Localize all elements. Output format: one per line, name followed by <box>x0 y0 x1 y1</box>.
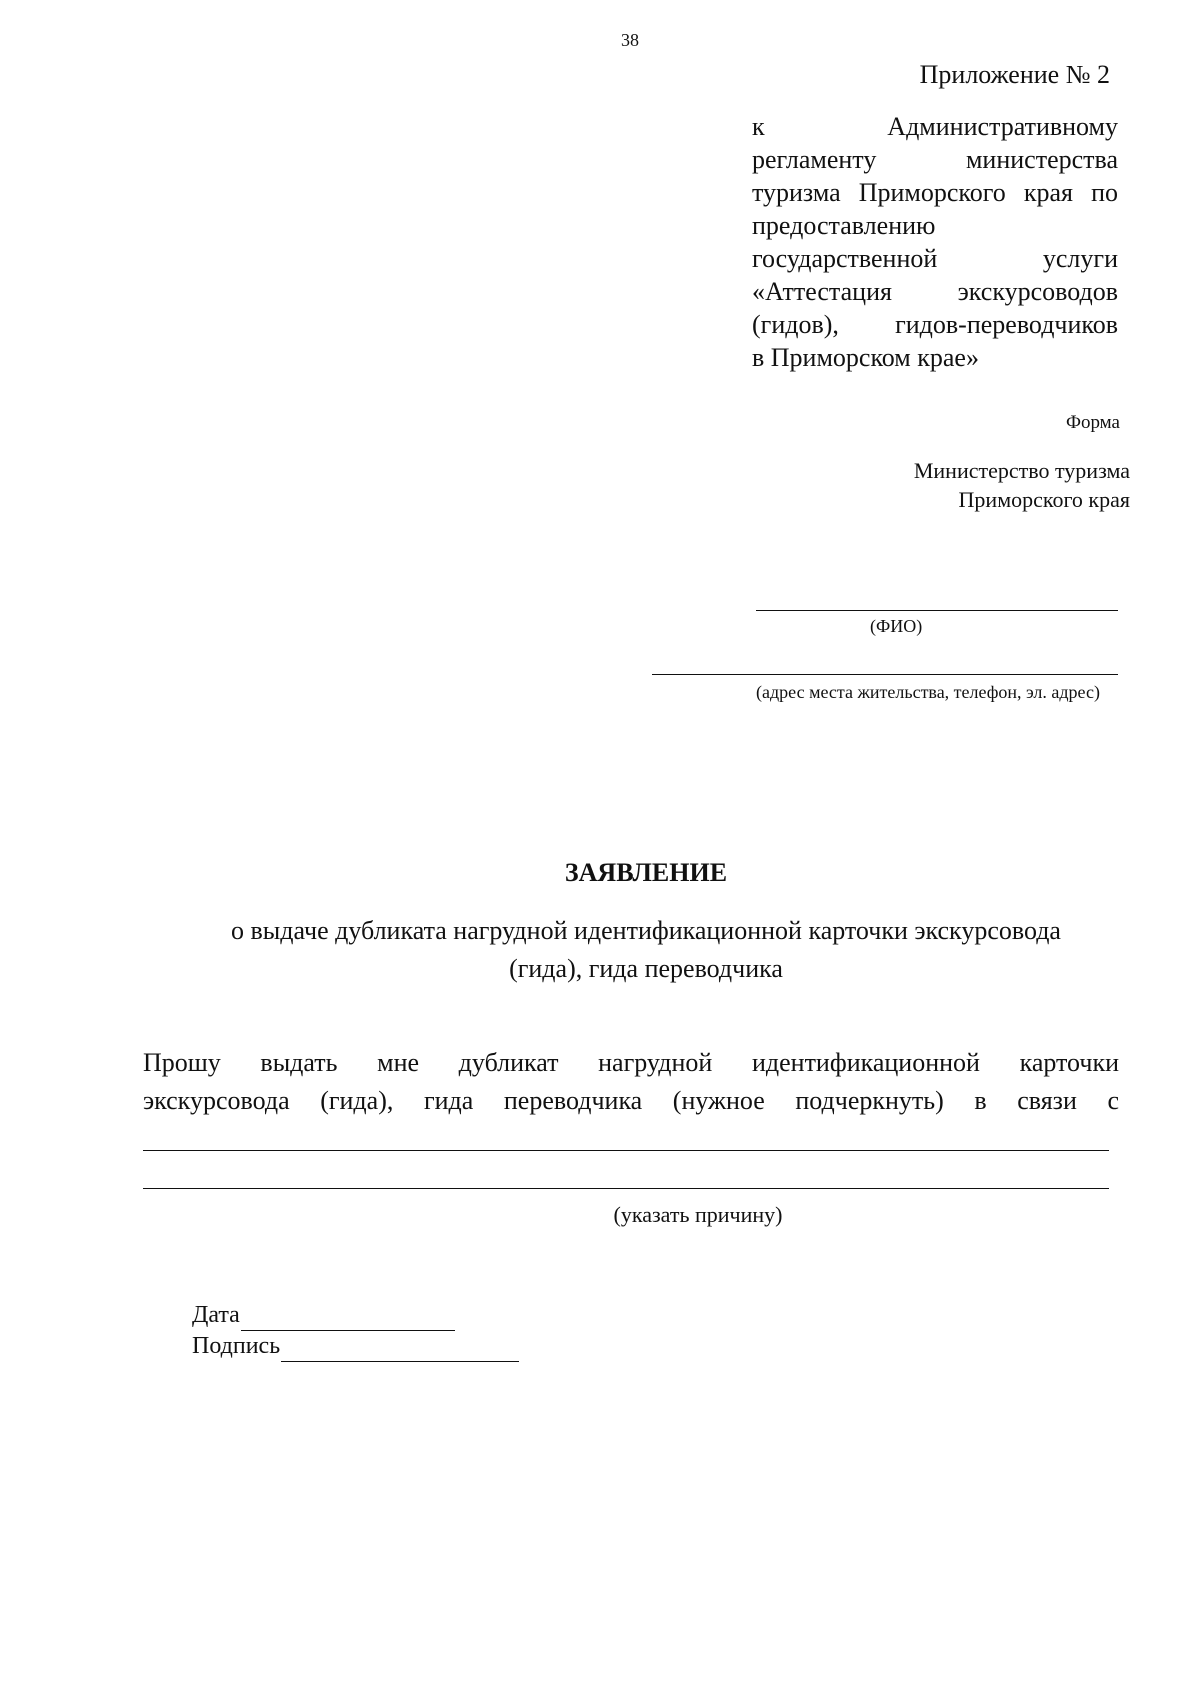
regulation-line: «Аттестация экскурсоводов <box>752 277 1118 306</box>
subtitle-line: (гида), гида переводчика <box>509 954 783 983</box>
document-subtitle <box>180 912 1112 988</box>
date-label: Дата <box>192 1302 240 1328</box>
regulation-line: в Приморском крае» <box>752 343 979 372</box>
regulation-line: к Административному <box>752 112 1118 141</box>
subtitle-line: о выдаче дубликата нагрудной идентификационной карточки экскурсовода <box>231 916 1061 945</box>
document-title: ЗАЯВЛЕНИЕ <box>564 858 728 887</box>
fio-field-line[interactable] <box>756 610 1118 611</box>
regulation-line: (гидов), гидов-переводчиков <box>752 310 1118 339</box>
reason-field-line[interactable] <box>143 1150 1109 1151</box>
request-line: экскурсовода (гида), гида переводчика (нужное подчеркнуть) в связи с <box>143 1086 1119 1115</box>
date-field-line[interactable] <box>241 1308 455 1331</box>
regulation-reference <box>752 110 1118 374</box>
recipient-line: Министерство туризма <box>913 458 1130 483</box>
address-label: (адрес места жительства, телефон, эл. адрес) <box>756 682 1100 702</box>
date-row <box>192 1300 519 1331</box>
regulation-line: регламенту министерства <box>752 145 1118 174</box>
appendix-title: Приложение № 2 <box>919 60 1110 89</box>
recipient-line: Приморского края <box>958 487 1130 512</box>
page-number: 38 <box>621 30 639 50</box>
recipient-block <box>914 456 1130 514</box>
regulation-line: предоставлению <box>752 211 936 240</box>
address-field-line[interactable] <box>652 674 1118 675</box>
signature-field-line[interactable] <box>281 1339 519 1362</box>
request-text <box>143 1044 1119 1120</box>
fio-label: (ФИО) <box>870 616 923 636</box>
regulation-line: государственной услуги <box>752 244 1118 273</box>
signature-block <box>192 1300 519 1362</box>
regulation-line: туризма Приморского края по <box>752 178 1118 207</box>
request-line: Прошу выдать мне дубликат нагрудной идентификационной карточки <box>143 1048 1119 1077</box>
form-label: Форма <box>1065 412 1120 433</box>
signature-label: Подпись <box>192 1333 281 1359</box>
reason-label: (указать причину) <box>613 1202 783 1227</box>
reason-field-line[interactable] <box>143 1188 1109 1189</box>
signature-row <box>192 1331 519 1362</box>
